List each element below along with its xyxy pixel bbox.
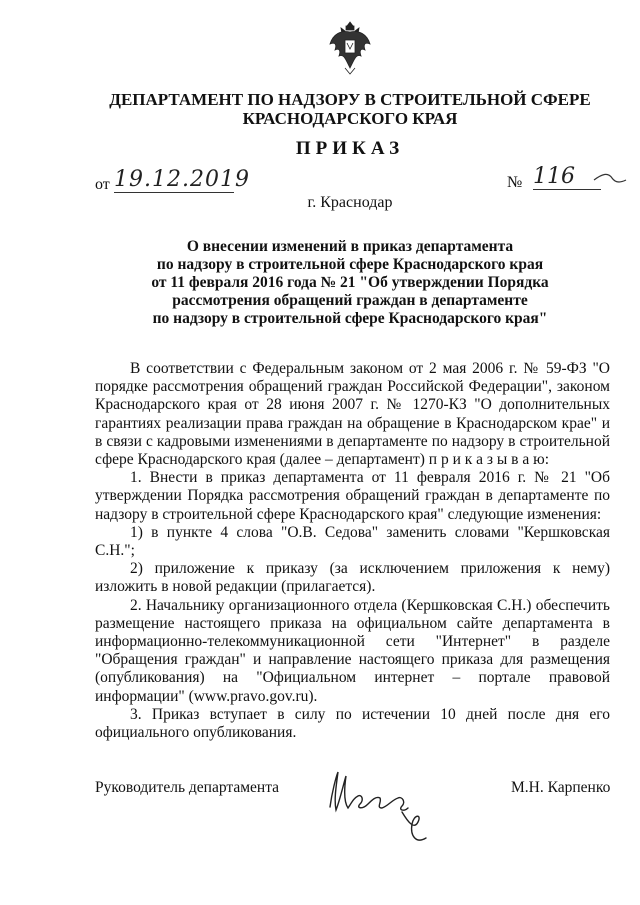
paragraph-item-1: 1. Внести в приказ департамента от 11 февраля 2016 г. № 21 "Об утверждении Порядка рассмотрения обращений граждан в департаменте по надзору в строительной сфере Краснодарского края" следующие изменения: <box>95 469 610 523</box>
signatory-name: М.Н. Карпенко <box>511 779 611 796</box>
date-value: 19.12.2019 <box>114 167 250 192</box>
coat-of-arms-icon <box>327 18 373 78</box>
number-label: № <box>507 174 523 191</box>
subject-line-2: по надзору в строительной сфере Краснодарского края <box>156 256 544 273</box>
paragraph-subitem-1: 1) в пункте 4 слова "О.В. Седова" заменить словами "Кершковская С.Н."; <box>95 523 610 560</box>
handwritten-signature <box>318 752 448 852</box>
paragraph-preamble: В соответствии с Федеральным законом от 2 мая 2006 г. № 59-ФЗ "О порядке рассмотрения обращений граждан Российской Федерации", законом Краснодарского края от 28 июня 2007 г. № 1270-КЗ "О дополнительных гарантиях реализации права граждан на обращение в Краснодарском крае" и в связи с кадровыми изменениями в департаменте по надзору в строительной сфере Краснодарского края (далее – департамент) п р и к а з ы в а ю: <box>95 360 610 469</box>
department-line-2: КРАСНОДАРСКОГО КРАЯ <box>242 109 458 128</box>
date-label: от <box>95 176 110 193</box>
department-name <box>40 90 640 128</box>
document-subject <box>95 238 605 328</box>
handwritten-flourish <box>592 168 628 188</box>
paragraph-subitem-2: 2) приложение к приказу (за исключением приложения к нему) изложить в новой редакции (прилагается). <box>95 560 610 596</box>
number-value: 116 <box>533 165 601 190</box>
document-body <box>95 360 610 742</box>
signatory-role: Руководитель департамента <box>95 779 280 796</box>
subject-line-3: от 11 февраля 2016 года № 21 "Об утверждении Порядка <box>151 274 549 291</box>
department-line-1: ДЕПАРТАМЕНТ ПО НАДЗОРУ В СТРОИТЕЛЬНОЙ СФЕРЕ <box>109 90 591 109</box>
document-type-title: ПРИКАЗ <box>295 138 405 159</box>
subject-line-4: рассмотрения обращений граждан в департаменте <box>172 292 528 309</box>
paragraph-item-2: 2. Начальнику организационного отдела (Кершковская С.Н.) обеспечить размещение настоящего приказа на официальном сайте департамента в информационно-телекоммуникационной сети "Интернет" в разделе "Обращения граждан" и направление настоящего приказа для размещения (опубликования) на "Официальном интернет – портале правовой информации" (www.pravo.gov.ru). <box>95 596 610 705</box>
city-line: г. Краснодар <box>307 194 393 211</box>
subject-line-1: О внесении изменений в приказ департамента <box>186 238 514 255</box>
paragraph-item-3: 3. Приказ вступает в силу по истечении 10 дней после дня его официального опубликования. <box>95 705 610 742</box>
subject-line-5: по надзору в строительной сфере Краснодарского края" <box>152 310 548 327</box>
